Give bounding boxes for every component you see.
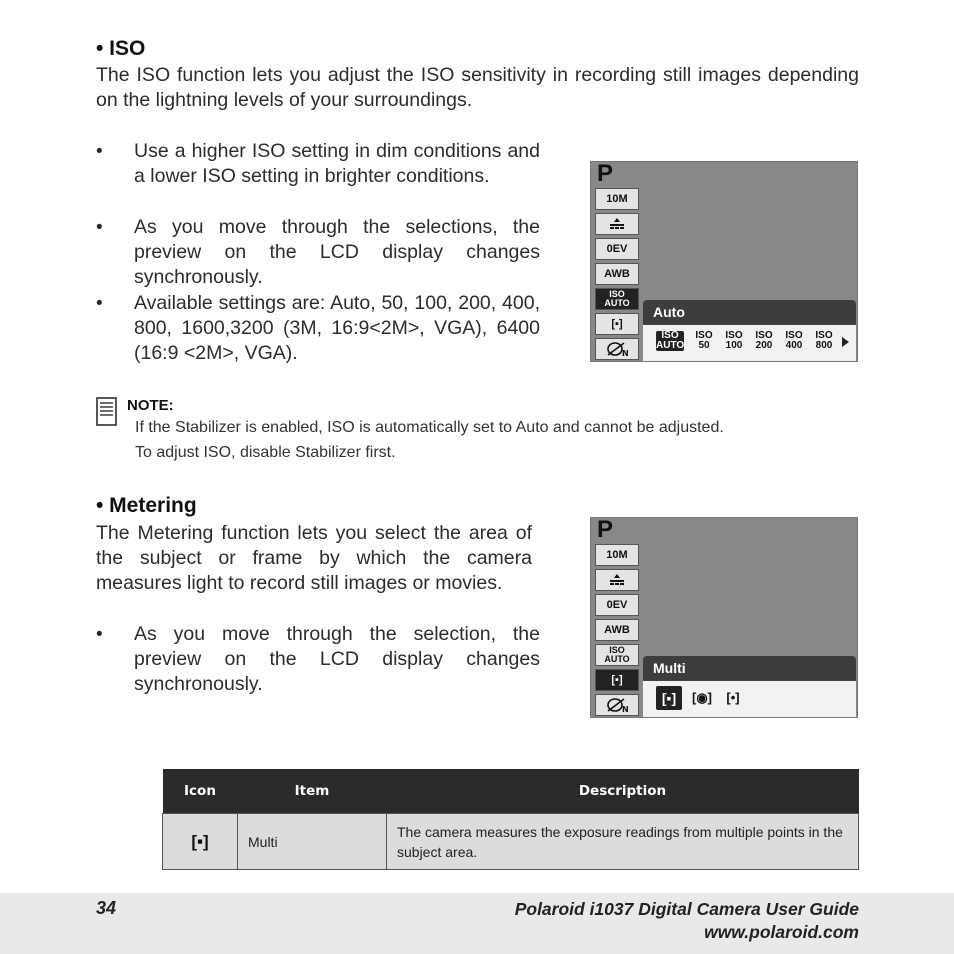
metering-icon: [▪] — [595, 669, 639, 691]
note-line-2: To adjust ISO, disable Stabilizer first. — [135, 444, 396, 461]
table-header-description: Description — [387, 769, 859, 814]
mode-p: P — [597, 160, 614, 187]
lcd-metering-screen — [590, 517, 858, 718]
quality-icon — [595, 569, 639, 591]
lcd-iso-screen — [590, 161, 858, 362]
iso-option-200[interactable]: ISO 200 — [755, 330, 773, 351]
iso-bullet-2 — [96, 215, 540, 290]
metering-option-spot[interactable]: [•] — [726, 690, 740, 705]
iso-icon-top: ISO — [609, 645, 625, 655]
iso-icon-bottom: AUTO — [604, 298, 630, 308]
bullet-symbol: • — [96, 293, 103, 314]
table-header-icon: Icon — [163, 769, 238, 814]
table-cell-icon: [▪] — [163, 814, 238, 870]
bullet-symbol: • — [96, 141, 103, 162]
iso-bullet-1 — [96, 139, 540, 189]
iso-option-800[interactable]: ISO 800 — [815, 330, 833, 351]
metering-icon: [▪] — [595, 313, 639, 335]
bullet-text: As you move through the selection, the preview on the LCD display changes synchronously. — [134, 623, 540, 695]
size-icon: 10M — [595, 188, 639, 210]
bullet-text: Available settings are: Auto, 50, 100, 200, 400, 800, 1600,3200 (3M, 16:9<2M>, VGA), 6400 (16:9 <2M>, VGA). — [134, 292, 540, 364]
table-header-row — [163, 769, 859, 814]
face-detect-icon — [595, 338, 639, 360]
iso-heading: • ISO — [96, 37, 146, 60]
footer-right — [515, 898, 859, 944]
face-detect-icon — [595, 694, 639, 716]
iso-option-100[interactable]: ISO 100 — [725, 330, 743, 351]
note-title: NOTE: — [127, 397, 174, 414]
table-header-item: Item — [238, 769, 387, 814]
wb-icon: AWB — [595, 263, 639, 285]
iso-option-400[interactable]: ISO 400 — [785, 330, 803, 351]
svg-text:N: N — [622, 349, 629, 357]
metering-option-multi[interactable]: [▪] — [656, 686, 682, 710]
arrow-right-icon[interactable] — [842, 337, 849, 347]
bullet-text: As you move through the selections, the preview on the LCD display changes synchronously. — [134, 216, 540, 288]
metering-option-panel — [643, 680, 856, 717]
guide-title: Polaroid i1037 Digital Camera User Guide — [514, 899, 859, 919]
size-icon: 10M — [595, 544, 639, 566]
iso-option-auto[interactable]: ISO AUTO — [656, 330, 685, 351]
ev-icon: 0EV — [595, 594, 639, 616]
quality-icon — [595, 213, 639, 235]
table-row — [163, 814, 859, 870]
metering-heading: • Metering — [96, 494, 197, 517]
bullet-symbol: • — [96, 624, 103, 645]
ev-icon: 0EV — [595, 238, 639, 260]
lcd-bar-label: Multi — [643, 656, 856, 680]
iso-intro: The ISO function lets you adjust the ISO sensitivity in recording still images depending on the lightning levels of your surroundings. — [96, 64, 859, 111]
metering-table — [162, 769, 859, 870]
svg-text:N: N — [622, 705, 629, 713]
metering-bullet-1 — [96, 622, 540, 697]
page-number: 34 — [96, 898, 117, 918]
wb-icon: AWB — [595, 619, 639, 641]
bullet-text: Use a higher ISO setting in dim conditions and a lower ISO setting in brighter conditions. — [134, 140, 540, 187]
metering-intro: The Metering function lets you select the area of the subject or frame by which the camera measures light to record still images or movies. — [96, 522, 532, 594]
table-cell-item: Multi — [238, 814, 387, 870]
mode-p: P — [597, 516, 614, 543]
note-icon — [96, 397, 118, 427]
iso-bullet-3 — [96, 291, 540, 366]
iso-icon-top: ISO — [609, 289, 625, 299]
metering-option-center[interactable]: [◉] — [691, 690, 712, 705]
iso-option-50[interactable]: ISO 50 — [695, 330, 713, 351]
iso-icon — [595, 288, 639, 310]
iso-icon-bottom: AUTO — [604, 654, 630, 664]
website-link[interactable]: www.polaroid.com — [704, 922, 859, 942]
table-cell-description: The camera measures the exposure readings from multiple points in the subject area. — [387, 814, 859, 870]
lcd-bar-label: Auto — [643, 300, 856, 324]
iso-icon — [595, 644, 639, 666]
iso-option-panel — [643, 324, 856, 361]
bullet-symbol: • — [96, 217, 103, 238]
note-line-1: If the Stabilizer is enabled, ISO is automatically set to Auto and cannot be adjusted. — [135, 419, 724, 436]
page-footer — [0, 893, 954, 954]
